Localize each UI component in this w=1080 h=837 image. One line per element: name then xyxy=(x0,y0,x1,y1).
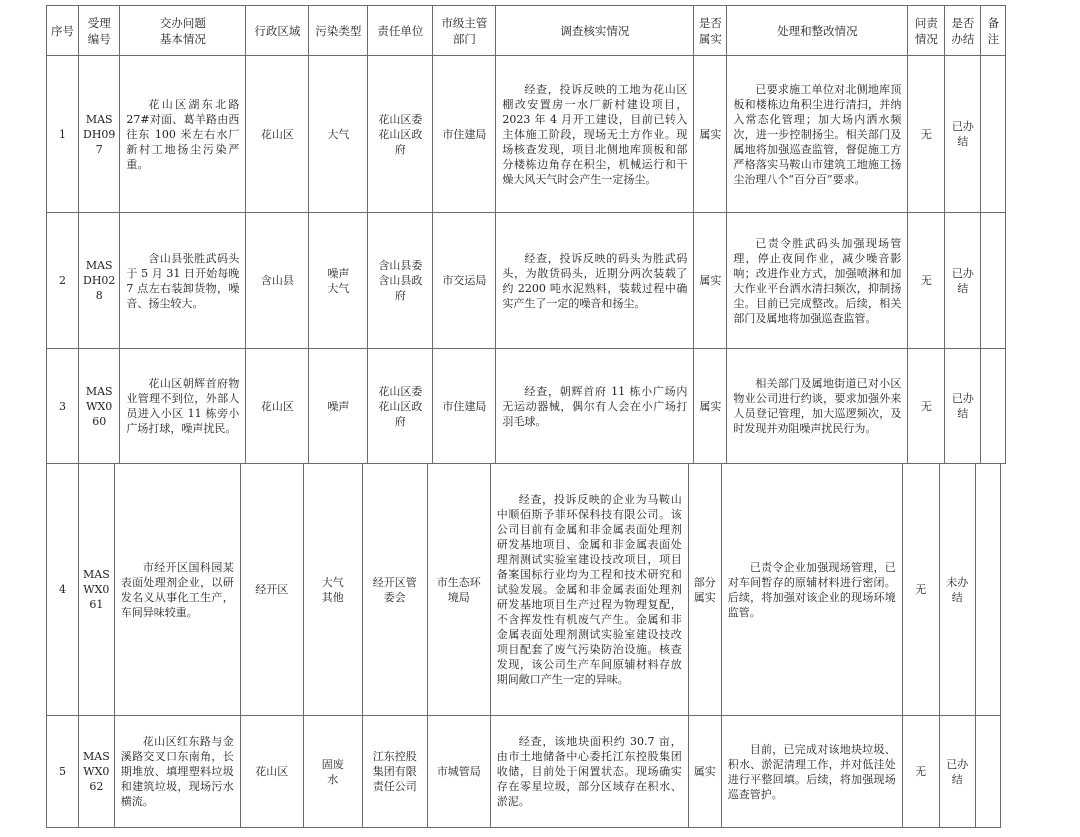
complaint-table-part-1 xyxy=(46,5,1006,464)
cell-pollution: 噪声 大气 xyxy=(309,213,368,349)
cell-verified: 部分 属实 xyxy=(688,464,721,716)
cell-id: MAS DH02 8 xyxy=(79,213,120,349)
header-id: 受理 编号 xyxy=(79,6,120,56)
cell-region: 含山县 xyxy=(246,213,309,349)
cell-region: 花山区 xyxy=(246,56,309,213)
cell-handling: 目前，已完成对该地块垃圾、积水、淤泥清理工作，并对低洼处进行平整回填。后续，将加强现场巡查管护。 xyxy=(721,716,902,828)
cell-dept: 市住建局 xyxy=(433,56,496,213)
cell-seq: 3 xyxy=(47,349,79,464)
cell-dept: 市交运局 xyxy=(433,213,496,349)
header-row xyxy=(47,6,1006,56)
table-row xyxy=(47,56,1006,213)
table-row xyxy=(47,349,1006,464)
table-row xyxy=(47,213,1006,349)
cell-issue: 花山区湖东北路27#对面、葛羊路由西往东 100 米左右水厂新村工地扬尘污染严重。 xyxy=(120,56,246,213)
cell-id: MAS DH09 7 xyxy=(79,56,120,213)
header-region: 行政区域 xyxy=(246,6,309,56)
cell-pollution: 固废 水 xyxy=(303,716,362,828)
cell-seq: 1 xyxy=(47,56,79,213)
cell-region: 花山区 xyxy=(240,716,303,828)
cell-verified: 属实 xyxy=(694,213,727,349)
cell-id: MAS WX0 62 xyxy=(79,716,115,828)
cell-seq: 5 xyxy=(47,716,79,828)
cell-investigation: 经查，该地块面积约 30.7 亩，由市土地储备中心委托江东控股集团收储，目前处于闲置状态。现场确实存在零星垃圾，部分区域存在积水、淤泥。 xyxy=(490,716,688,828)
cell-region: 花山区 xyxy=(246,349,309,464)
cell-investigation: 经查，投诉反映的码头为胜武码头，为散货码头，近期分两次装载了约 2200 吨水泥熟料，装载过程中确实产生了一定的噪音和扬尘。 xyxy=(496,213,694,349)
cell-handling: 已责令胜武码头加强现场管理，停止夜间作业，减少噪音影响；改进作业方式，加强喷淋和加大作业平台洒水清扫频次，抑制扬尘。目前已完成整改。后续，相关部门及属地将加强巡查监管。 xyxy=(727,213,908,349)
cell-remark xyxy=(975,716,1000,828)
cell-pollution: 大气 其他 xyxy=(303,464,362,716)
cell-remark xyxy=(981,56,1006,213)
cell-id: MAS WX0 61 xyxy=(79,464,115,716)
header-unit: 责任单位 xyxy=(368,6,433,56)
cell-unit: 经开区管 委会 xyxy=(362,464,427,716)
cell-handling: 已要求施工单位对北侧地库顶板和楼栋边角积尘进行清扫，并纳入常态化管理；加大场内洒水频次，进一步控制扬尘。相关部门及属地将加强巡查监管，督促施工方严格落实马鞍山市建筑工地施工扬尘治理八个“百分百”要求。 xyxy=(727,56,908,213)
cell-issue: 花山区朝辉首府物业管理不到位，外部人员进入小区 11 栋旁小广场打球，噪声扰民。 xyxy=(120,349,246,464)
cell-closed: 已办 结 xyxy=(945,349,981,464)
cell-remark xyxy=(975,464,1000,716)
cell-unit: 花山区委 花山区政 府 xyxy=(368,349,433,464)
cell-verified: 属实 xyxy=(688,716,721,828)
header-seq: 序号 xyxy=(47,6,79,56)
cell-remark xyxy=(981,213,1006,349)
table-row xyxy=(47,464,1001,716)
header-pollution: 污染类型 xyxy=(309,6,368,56)
cell-unit: 含山县委 含山县政 府 xyxy=(368,213,433,349)
cell-handling: 已责令企业加强现场管理，已对车间暂存的原辅材料进行密闭。后续，将加强对该企业的现场环境监管。 xyxy=(721,464,902,716)
header-verified: 是否 属实 xyxy=(694,6,727,56)
cell-id: MAS WX0 60 xyxy=(79,349,120,464)
cell-investigation: 经查，投诉反映的工地为花山区棚改安置房一水厂新村建设项目，2023 年 4 月开工建设，目前已转入主体施工阶段，现场无土方作业。现场核查发现，项目北侧地库顶板和部分楼栋边角存在积尘，机械运行和干燥大风天气时会产生一定扬尘。 xyxy=(496,56,694,213)
cell-remark xyxy=(981,349,1006,464)
cell-dept: 市生态环 境局 xyxy=(427,464,490,716)
header-dept: 市级主管 部门 xyxy=(433,6,496,56)
cell-pollution: 噪声 xyxy=(309,349,368,464)
header-investigation: 调查核实情况 xyxy=(496,6,694,56)
cell-unit: 花山区委 花山区政 府 xyxy=(368,56,433,213)
cell-investigation: 经查，朝辉首府 11 栋小广场内无运动器械，偶尔有人会在小广场打羽毛球。 xyxy=(496,349,694,464)
cell-accountability: 无 xyxy=(908,56,945,213)
header-accountability: 问责 情况 xyxy=(908,6,945,56)
cell-seq: 4 xyxy=(47,464,79,716)
header-closed: 是否 办结 xyxy=(945,6,981,56)
cell-seq: 2 xyxy=(47,213,79,349)
cell-dept: 市住建局 xyxy=(433,349,496,464)
cell-closed: 已办 结 xyxy=(945,213,981,349)
cell-accountability: 无 xyxy=(902,716,939,828)
cell-investigation: 经查，投诉反映的企业为马鞍山中顺佰斯予菲环保科技有限公司。该公司目前有金属和非金属表面处理剂研发基地项目、金属和非金属表面处理剂测试实验室建设技改项目，项目备案国标行业均为工程和技术研究和试验发展。金属和非金属表面处理剂研发基地项目生产过程为物理复配，不含挥发性有机废气产生。金属和非金属表面处理剂测试实验室建设技改项目配套了废气污染防治设施。核查发现，该公司生产车间原辅材料存放期间敞口产生一定的异味。 xyxy=(490,464,688,716)
cell-issue: 花山区红东路与金溪路交叉口东南角，长期堆放、填埋塑料垃圾和建筑垃圾，现场污水横流。 xyxy=(114,716,240,828)
cell-pollution: 大气 xyxy=(309,56,368,213)
cell-issue: 含山县张胜武码头于 5 月 31 日开始每晚 7 点左右装卸货物，噪音、扬尘较大。 xyxy=(120,213,246,349)
cell-dept: 市城管局 xyxy=(427,716,490,828)
cell-closed: 未办 结 xyxy=(939,464,975,716)
cell-verified: 属实 xyxy=(694,349,727,464)
cell-issue: 市经开区国科园某表面处理剂企业，以研发名义从事化工生产，车间异味较重。 xyxy=(114,464,240,716)
table-row xyxy=(47,716,1001,828)
header-handling: 处理和整改情况 xyxy=(727,6,908,56)
cell-closed: 已办 结 xyxy=(939,716,975,828)
cell-accountability: 无 xyxy=(908,349,945,464)
cell-verified: 属实 xyxy=(694,56,727,213)
cell-accountability: 无 xyxy=(902,464,939,716)
cell-accountability: 无 xyxy=(908,213,945,349)
cell-handling: 相关部门及属地街道已对小区物业公司进行约谈，要求加强外来人员登记管理，加大巡逻频次，及时发现并劝阻噪声扰民行为。 xyxy=(727,349,908,464)
cell-region: 经开区 xyxy=(240,464,303,716)
header-remark: 备 注 xyxy=(981,6,1006,56)
cell-closed: 已办 结 xyxy=(945,56,981,213)
header-issue: 交办问题 基本情况 xyxy=(120,6,246,56)
complaint-table-part-2 xyxy=(46,463,1001,828)
cell-unit: 江东控股 集团有限 责任公司 xyxy=(362,716,427,828)
